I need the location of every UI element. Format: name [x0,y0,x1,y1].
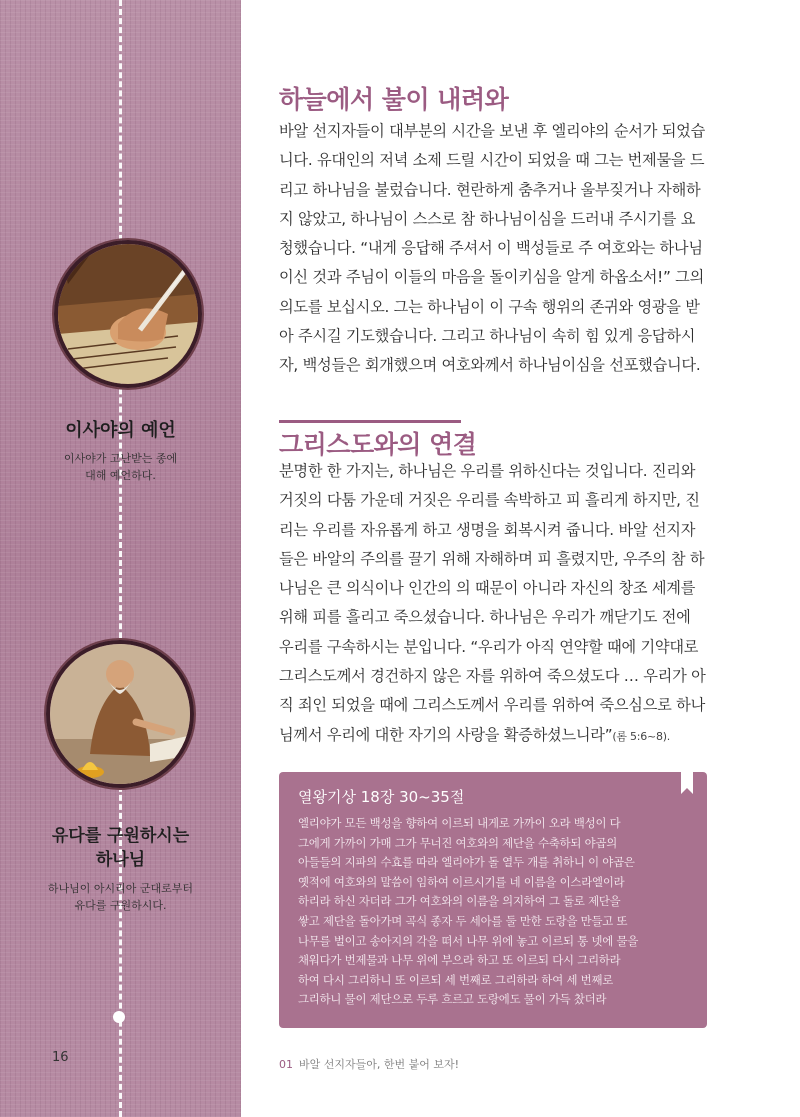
sidebar-item-title: 이사야의 예언 [65,420,176,441]
text-line: 이신 것과 주님이 이들의 마음을 돌이키심을 알게 하옵소서!” 그의 [279,268,705,287]
scripture-box-title: 열왕기상 18장 30~35절 [298,788,465,806]
text-line: 위해 피를 흘리고 죽으셨습니다. 하나님은 우리가 깨닫기도 전에 [279,608,691,627]
scripture-line: 쌓고 제단을 돌아가며 곡식 종자 두 세아를 둘 만한 도랑을 만들고 또 [298,913,628,928]
scripture-line: 나무를 벌이고 송아지의 각을 떠서 나무 위에 놓고 이르되 통 넷에 물을 [298,933,639,948]
running-footer [279,1056,459,1072]
sidebar [0,0,241,1117]
scripture-reference: (롬 5:6~8). [612,729,670,743]
text-line: 자, 백성들은 회개했으며 여호와께서 하나님이심을 선포했습니다. [279,356,701,375]
scripture-line: 옛적에 여호와의 말씀이 임하여 이르시기를 네 이름을 이스라엘이라 [298,874,625,889]
page-number: 16 [52,1050,69,1065]
text-line: 그리스도께서 경건하지 않은 자를 위하여 죽으셨도다 … 우리가 아 [279,667,706,686]
praying-old-man-icon [46,640,194,788]
scripture-box [279,772,707,1028]
text-line: 니다. 유대인의 저녁 소제 드릴 시간이 되었을 때 그는 번제물을 드 [279,151,705,170]
bookmark-ribbon-icon [681,772,693,794]
sidebar-item-description [0,450,241,484]
text-line: 우리를 구속하시는 분입니다. “우리가 아직 연약할 때에 기약대로 [279,637,699,656]
section-body [279,117,711,381]
chapter-number: 01 [279,1058,293,1071]
scripture-line: 하여 다시 그리하니 또 이르되 세 번째로 그리하라 하여 세 번째로 [298,972,614,987]
section-body [279,457,711,751]
description-line: 하나님이 아시리아 군대로부터 [47,882,194,895]
text-line-content: 님께서 우리에 대한 자기의 사랑을 확증하셨느니라” [279,725,613,744]
quill-writing-scroll-icon [54,240,202,388]
dashed-divider [119,0,122,1117]
scripture-line: 하리라 하신 자더라 그가 여호와의 이름을 의지하여 그 돌로 제단을 [298,894,621,909]
title-line: 유다를 구원하시는 [51,826,190,846]
description-line: 유다를 구원하시다. [74,899,167,912]
scripture-line: 아들들의 지파의 수효를 따라 엘리야가 돌 열두 개를 취하니 이 야곱은 [298,855,635,870]
text-line: 청했습니다. “내게 응답해 주셔서 이 백성들로 주 여호와는 하나님 [279,239,703,258]
description-line: 이사야가 고난받는 종에 [63,452,178,465]
text-line: 아 주시길 기도했습니다. 그리고 하나님이 속히 힘 있게 응답하시 [279,327,696,346]
chapter-title: 바알 선지자들아, 한번 붙어 보자! [299,1058,460,1071]
section-heading: 하늘에서 불이 내려와 [279,85,509,114]
sidebar-item-title [0,824,241,872]
scripture-line: 그리하니 물이 제단으로 두루 흐르고 도랑에도 물이 가득 찼더라 [298,992,607,1007]
text-line [279,721,711,751]
text-line: 지 않았고, 하나님이 스스로 참 하나님이심을 드러내 주시기를 요 [279,209,696,228]
text-line: 거짓의 다툼 가운데 거짓은 우리를 속박하고 피 흘리게 하지만, 진 [279,491,700,510]
scripture-box-body [298,814,688,1010]
text-line: 의도를 보십시오. 그는 하나님이 이 구속 행위의 존귀와 영광을 받 [279,297,700,316]
text-line: 분명한 한 가지는, 하나님은 우리를 위하신다는 것입니다. 진리와 [279,462,696,480]
text-line: 리는 우리를 자유롭게 하고 생명을 회복시켜 줍니다. 바알 선지자 [279,520,696,539]
title-line: 하나님 [95,850,146,870]
scripture-line: 엘리야가 모든 백성을 향하여 이르되 내게로 가까이 오라 백성이 다 [298,816,621,830]
section-heading: 그리스도와의 연결 [279,430,477,459]
text-line: 직 죄인 되었을 때에 그리스도께서 우리를 위하여 죽으심으로 하나 [279,696,705,715]
description-line: 대해 예언하다. [85,469,156,482]
text-line: 들은 바알의 주의를 끌기 위해 자해하며 피 흘렸지만, 우주의 참 하 [279,549,705,568]
timeline-dot [113,1011,125,1023]
scripture-line: 그에게 가까이 가매 그가 무너진 여호와의 제단을 수축하되 야곱의 [298,835,618,850]
text-line: 리고 하나님을 불렀습니다. 현란하게 춤추거나 울부짖거나 자해하 [279,180,701,199]
heading-rule [279,420,461,423]
text-line: 나님은 큰 의식이나 인간의 의 때문이 아니라 자신의 창조 세계를 [279,579,696,598]
sidebar-item-description [0,880,241,914]
text-line: 바알 선지자들이 대부분의 시간을 보낸 후 엘리야의 순서가 되었습 [279,122,705,140]
scripture-line: 채워다가 번제물과 나무 위에 부으라 하고 또 이르되 다시 그리하라 [298,953,621,968]
